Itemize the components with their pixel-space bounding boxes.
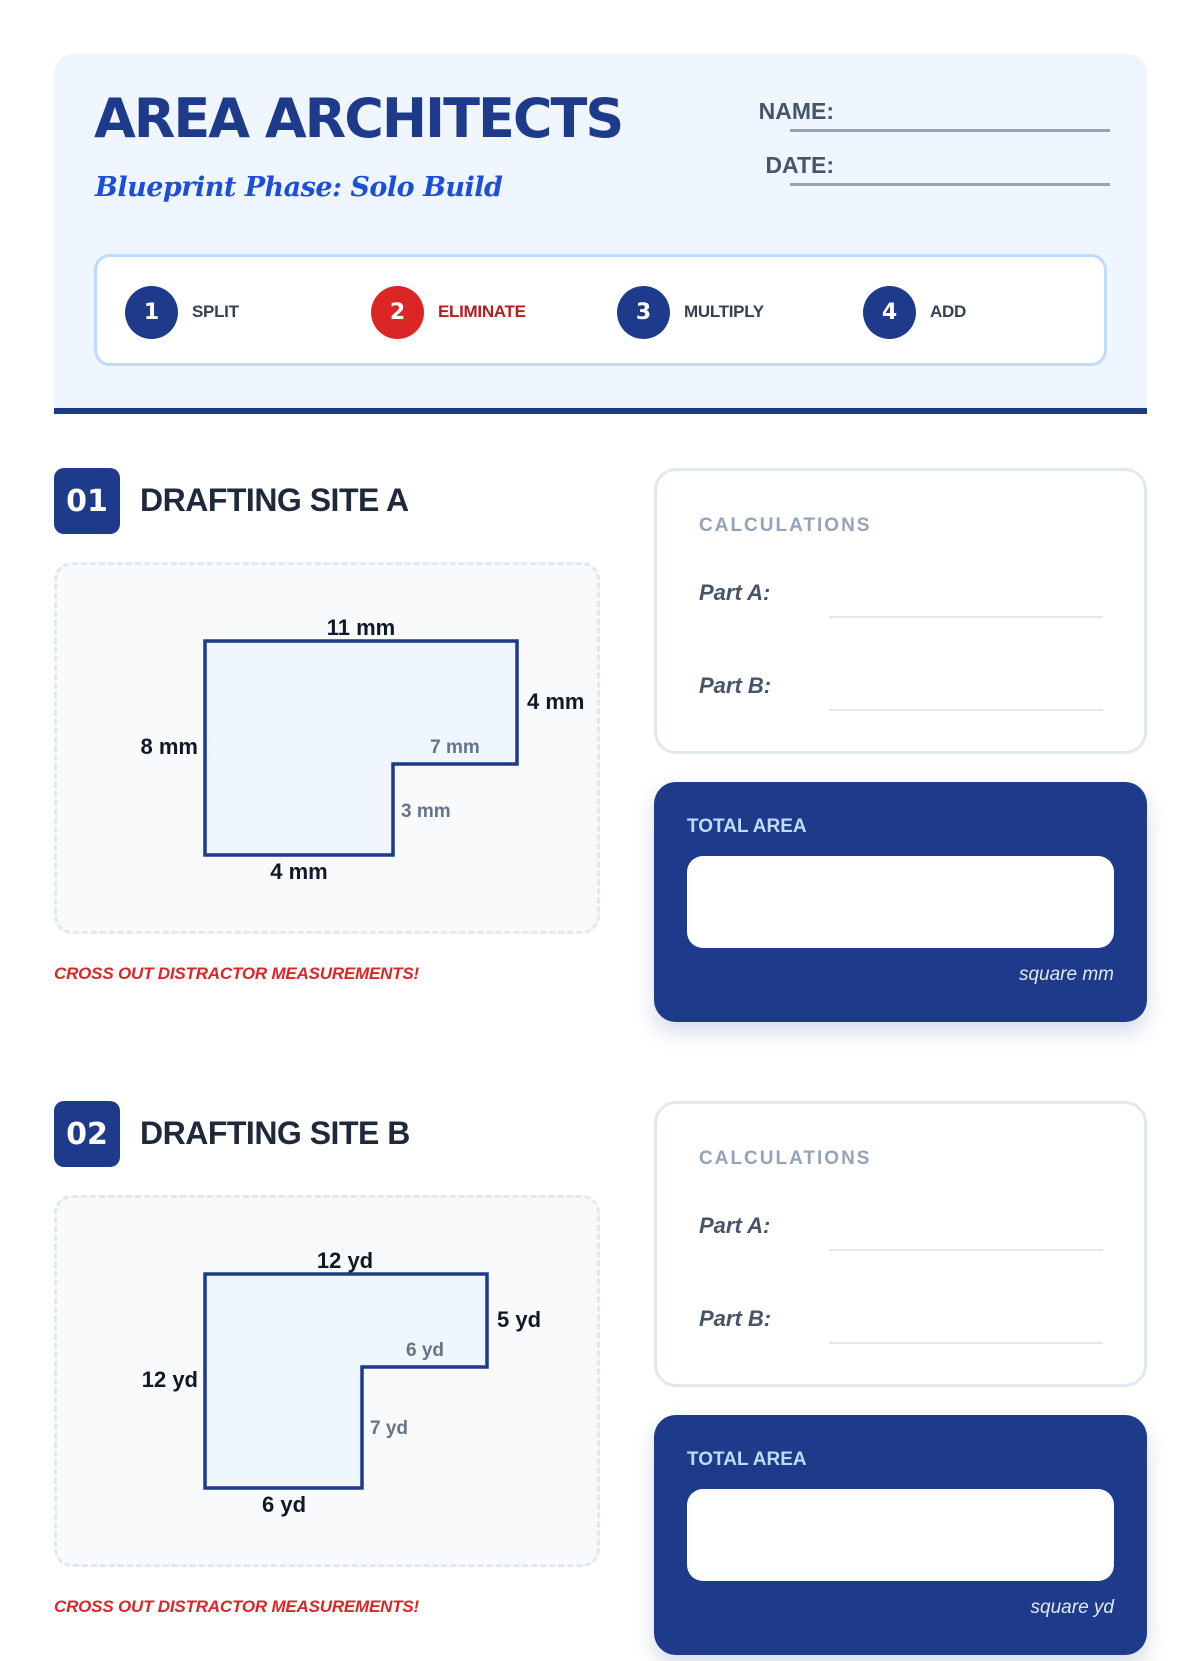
distractor-warning: CROSS OUT DISTRACTOR MEASUREMENTS!	[54, 964, 420, 983]
part-b-label: Part B:	[699, 673, 772, 698]
dim-inner-horizontal: 7 mm	[430, 737, 480, 758]
step-label: ELIMINATE	[438, 302, 526, 321]
step-add	[863, 285, 966, 339]
step-multiply	[617, 285, 764, 339]
step-label: MULTIPLY	[684, 302, 764, 321]
dim-right: 4 mm	[527, 689, 585, 714]
strategy-steps	[94, 254, 1107, 366]
dim-left: 12 yd	[141, 1367, 198, 1392]
step-eliminate	[371, 285, 526, 339]
step-split	[125, 285, 239, 339]
date-field[interactable]	[790, 183, 1110, 186]
part-b-answer-line[interactable]	[829, 709, 1103, 711]
dim-left: 8 mm	[140, 734, 198, 759]
shape-diagram-box	[54, 1195, 600, 1567]
total-area-input[interactable]	[687, 1489, 1114, 1581]
part-a-answer-line[interactable]	[829, 616, 1103, 618]
step-number: 1	[125, 286, 178, 339]
step-label: ADD	[930, 302, 966, 321]
total-area-label: TOTAL AREA	[687, 1449, 807, 1470]
page-title: AREA ARCHITECTS	[94, 87, 623, 150]
calculations-box	[654, 468, 1147, 754]
step-label: SPLIT	[192, 302, 239, 321]
l-shape	[205, 1274, 487, 1488]
total-area-label: TOTAL AREA	[687, 816, 807, 837]
section-title: DRAFTING SITE B	[140, 1115, 410, 1151]
dim-top: 11 mm	[326, 615, 396, 640]
unit-label: square yd	[1030, 1597, 1114, 1618]
name-label: NAME:	[758, 98, 834, 124]
dim-inner-vertical: 7 yd	[370, 1418, 409, 1439]
distractor-warning: CROSS OUT DISTRACTOR MEASUREMENTS!	[54, 1597, 420, 1616]
calculations-box	[654, 1101, 1147, 1387]
step-number: 4	[863, 286, 916, 339]
total-area-box	[654, 782, 1147, 1022]
worksheet-header	[54, 54, 1147, 414]
dim-bottom: 6 yd	[261, 1492, 307, 1517]
step-number: 3	[617, 286, 670, 339]
part-a-label: Part A:	[699, 1213, 771, 1238]
drafting-site-a	[54, 468, 1147, 1028]
total-area-box	[654, 1415, 1147, 1655]
drafting-site-b	[54, 1101, 1147, 1661]
section-title: DRAFTING SITE A	[140, 482, 409, 518]
dim-inner-vertical: 3 mm	[401, 801, 451, 822]
calculations-heading: CALCULATIONS	[699, 515, 872, 536]
total-area-input[interactable]	[687, 856, 1114, 948]
part-b-answer-line[interactable]	[829, 1342, 1103, 1344]
page-subtitle: Blueprint Phase: Solo Build	[95, 172, 503, 203]
calculations-heading: CALCULATIONS	[699, 1148, 872, 1169]
shape-diagram-box	[54, 562, 600, 934]
dim-bottom: 4 mm	[270, 859, 328, 884]
l-shape-diagram	[57, 565, 603, 937]
date-label: DATE:	[765, 152, 834, 178]
name-field[interactable]	[790, 129, 1110, 132]
section-number-badge: 02	[54, 1101, 120, 1167]
dim-top: 12 yd	[316, 1248, 374, 1273]
part-b-label: Part B:	[699, 1306, 772, 1331]
part-a-answer-line[interactable]	[829, 1249, 1103, 1251]
step-number: 2	[371, 286, 424, 339]
dim-inner-horizontal: 6 yd	[405, 1340, 445, 1361]
unit-label: square mm	[1018, 964, 1114, 985]
part-a-label: Part A:	[699, 580, 771, 605]
section-number-badge: 01	[54, 468, 120, 534]
dim-right: 5 yd	[497, 1307, 542, 1332]
l-shape-diagram	[57, 1198, 603, 1570]
